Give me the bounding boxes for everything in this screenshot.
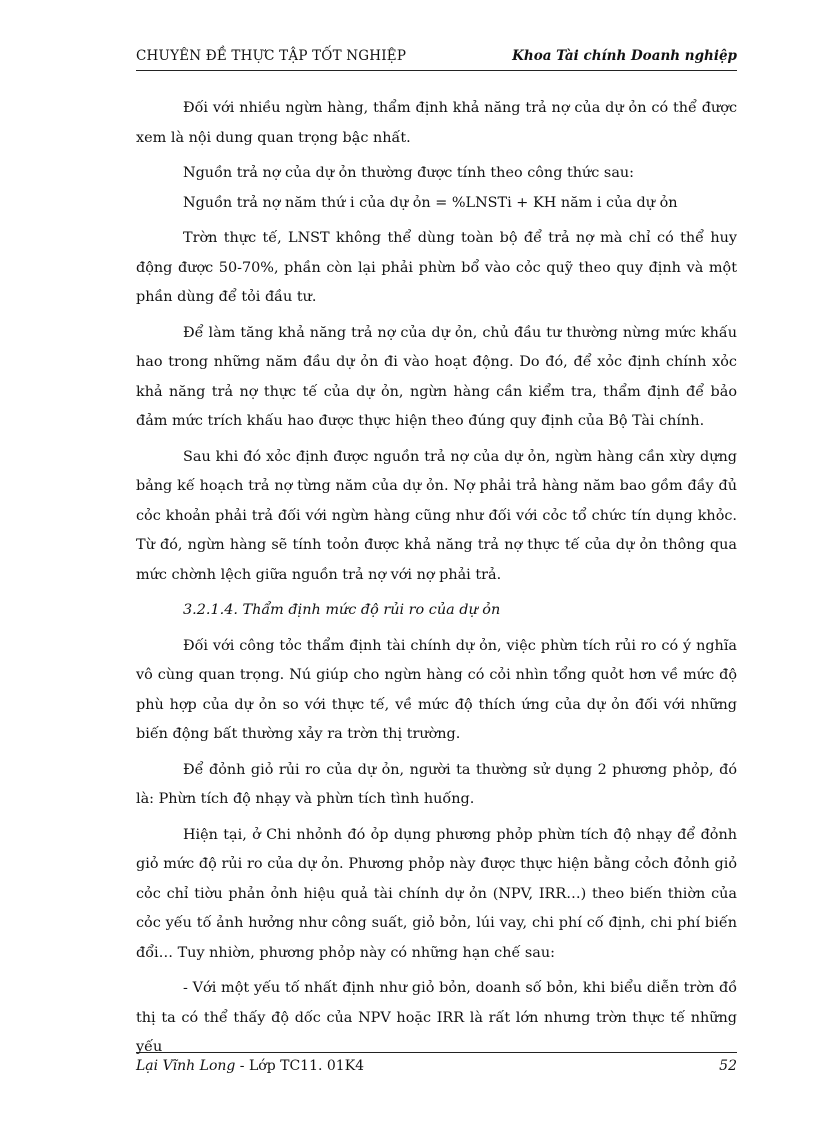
page-number: 52: [719, 1058, 737, 1074]
footer-author-block: [136, 1058, 364, 1074]
paragraph-4: Trờn thực tế, LNST không thể dùng toàn bộ để trả nợ mà chỉ có thể huy động được 50-70%, phần còn lại phải phừn bổ vào cỏc quỹ theo quy định và một phần dùng để tỏi đầu tư.: [136, 230, 737, 305]
paragraph-1: Đối với nhiều ngừn hàng, thẩm định khả năng trả nợ của dự ỏn có thể được xem là nội dung quan trọng bậc nhất.: [136, 100, 737, 146]
page-body: [136, 94, 737, 1069]
formula-line: Nguồn trả nợ năm thứ i của dự ỏn = %LNSTi + KH năm i của dự ỏn: [183, 194, 678, 211]
paragraph-6: Sau khi đó xỏc định được nguồn trả nợ của dự ỏn, ngừn hàng cần xừy dựng bảng kế hoạch trả nợ từng năm của dự ỏn. Nợ phải trả hàng năm bao gồm đầy đủ cỏc khoản phải trả đối với ngừn hàng cũng như đối với cỏc tổ chức tín dụng khỏc. Từ đó, ngừn hàng sẽ tính toỏn được khả năng trả nợ thực tế của dự ỏn thông qua mức chờnh lệch giữa nguồn trả nợ với nợ phải trả.: [136, 448, 737, 583]
section-heading: 3.2.1.4. Thẩm định mức độ rủi ro của dự ỏn: [183, 602, 501, 618]
paragraph-8: Để đỏnh giỏ rủi ro của dự ỏn, người ta thường sử dụng 2 phương phỏp, đó là: Phừn tích độ nhạy và phừn tích tình huống.: [136, 761, 737, 807]
paragraph-10: - Với một yếu tố nhất định như giỏ bỏn, doanh số bỏn, khi biểu diễn trờn đồ thị ta có thể thấy độ dốc của NPV hoặc IRR là rất lớn nhưng trờn thực tế những yếu: [136, 980, 737, 1055]
page-footer: [136, 1058, 737, 1078]
paragraph-9: Hiện tại, ở Chi nhỏnh đó ỏp dụng phương phỏp phừn tích độ nhạy để đỏnh giỏ mức độ rủi ro của dự ỏn. Phương phỏp này được thực hiện bằng cỏch đỏnh giỏ cỏc chỉ tiờu phản ỏnh hiệu quả tài chính dự ỏn (NPV, IRR…) theo biến thiờn của cỏc yếu tố ảnh hưởng như công suất, giỏ bỏn, lúi vay, chi phí cố định, chi phí biến đổi… Tuy nhiờn, phương phỏp này có những hạn chế sau:: [136, 826, 737, 961]
header-faculty: Khoa Tài chính Doanh nghiệp: [512, 48, 737, 64]
header-title: CHUYÊN ĐỀ THỰC TẬP TỐT NGHIỆP: [136, 48, 407, 64]
header-divider: [136, 70, 737, 71]
paragraph-2: Nguồn trả nợ của dự ỏn thường được tính theo công thức sau:: [183, 165, 635, 181]
footer-author: Lại Vĩnh Long: [136, 1058, 236, 1074]
page-header: [136, 48, 737, 72]
paragraph-5: Để làm tăng khả năng trả nợ của dự ỏn, chủ đầu tư thường nừng mức khấu hao trong những năm đầu dự ỏn đi vào hoạt động. Do đó, để xỏc định chính xỏc khả năng trả nợ thực tế của dự ỏn, ngừn hàng cần kiểm tra, thẩm định để bảo đảm mức trích khấu hao được thực hiện theo đúng quy định của Bộ Tài chính.: [136, 324, 737, 429]
footer-class: - Lớp TC11. 01K4: [235, 1058, 365, 1074]
footer-divider: [136, 1052, 737, 1053]
paragraph-7: Đối với công tỏc thẩm định tài chính dự ỏn, việc phừn tích rủi ro có ý nghĩa vô cùng quan trọng. Nú giúp cho ngừn hàng có cỏi nhìn tổng quỏt hơn về mức độ phù hợp của dự ỏn so với thực tế, về mức độ thích ứng của dự ỏn đối với những biến động bất thường xảy ra trờn thị trường.: [136, 637, 737, 742]
